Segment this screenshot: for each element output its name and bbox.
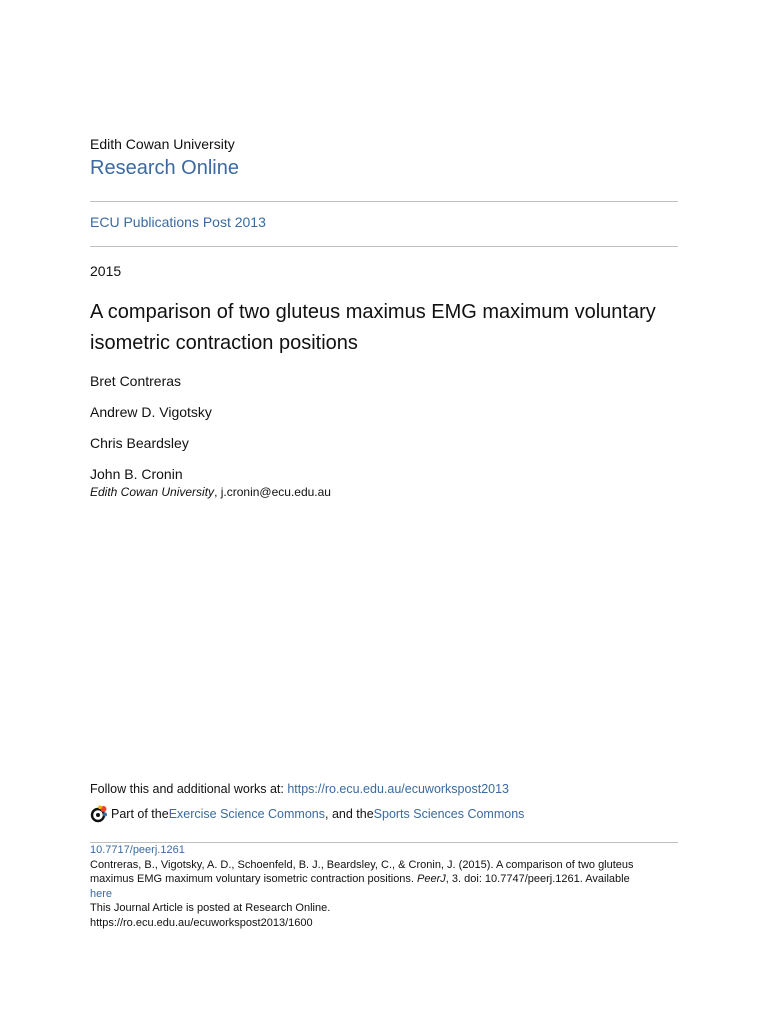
author-name: Bret Contreras	[90, 373, 182, 389]
citation-block	[90, 843, 678, 930]
repository-link[interactable]: Research Online	[90, 157, 239, 179]
commons-network-icon	[90, 805, 108, 823]
institution-name: Edith Cowan University	[90, 136, 235, 152]
follow-text: Follow this and additional works at:	[90, 782, 288, 796]
publication-year: 2015	[90, 263, 122, 279]
part-of-line	[90, 805, 524, 823]
here-link[interactable]: here	[90, 887, 113, 900]
posted-line: This Journal Article is posted at Research Online.	[90, 902, 331, 914]
exercise-science-commons-link[interactable]: Exercise Science Commons	[168, 807, 325, 821]
author-name: John B. Cronin	[90, 466, 183, 482]
part-of-prefix: Part of the	[111, 807, 169, 821]
affiliation-institution: Edith Cowan University	[90, 485, 215, 499]
citation-tail: , 3. doi: 10.7747/peerj.1261. Available	[445, 873, 630, 885]
article-title: A comparison of two gluteus maximus EMG maximum voluntary isometric contraction positions	[90, 301, 656, 354]
part-of-mid: , and the	[325, 807, 374, 821]
affiliation-email: , j.cronin@ecu.edu.au	[214, 485, 331, 499]
citation-text: Contreras, B., Vigotsky, A. D., Schoenfeld, B. J., Beardsley, C., & Cronin, J. (2015). A comparison of two gluteus maximus EMG maximum voluntary isometric contraction positions.	[90, 858, 634, 885]
divider	[90, 246, 678, 247]
handle-url: https://ro.ecu.edu.au/ecuworkspost2013/1600	[90, 916, 313, 929]
journal-name: PeerJ	[417, 873, 446, 885]
follow-link[interactable]: https://ro.ecu.edu.au/ecuworkspost2013	[287, 782, 509, 796]
sports-sciences-commons-link[interactable]: Sports Sciences Commons	[373, 807, 525, 821]
series-link[interactable]: ECU Publications Post 2013	[90, 214, 266, 230]
doi-link[interactable]: 10.7717/peerj.1261	[90, 844, 185, 856]
author-affiliation	[90, 485, 331, 499]
author-name: Andrew D. Vigotsky	[90, 404, 212, 420]
divider	[90, 201, 678, 202]
author-name: Chris Beardsley	[90, 435, 189, 451]
follow-line	[90, 782, 509, 796]
